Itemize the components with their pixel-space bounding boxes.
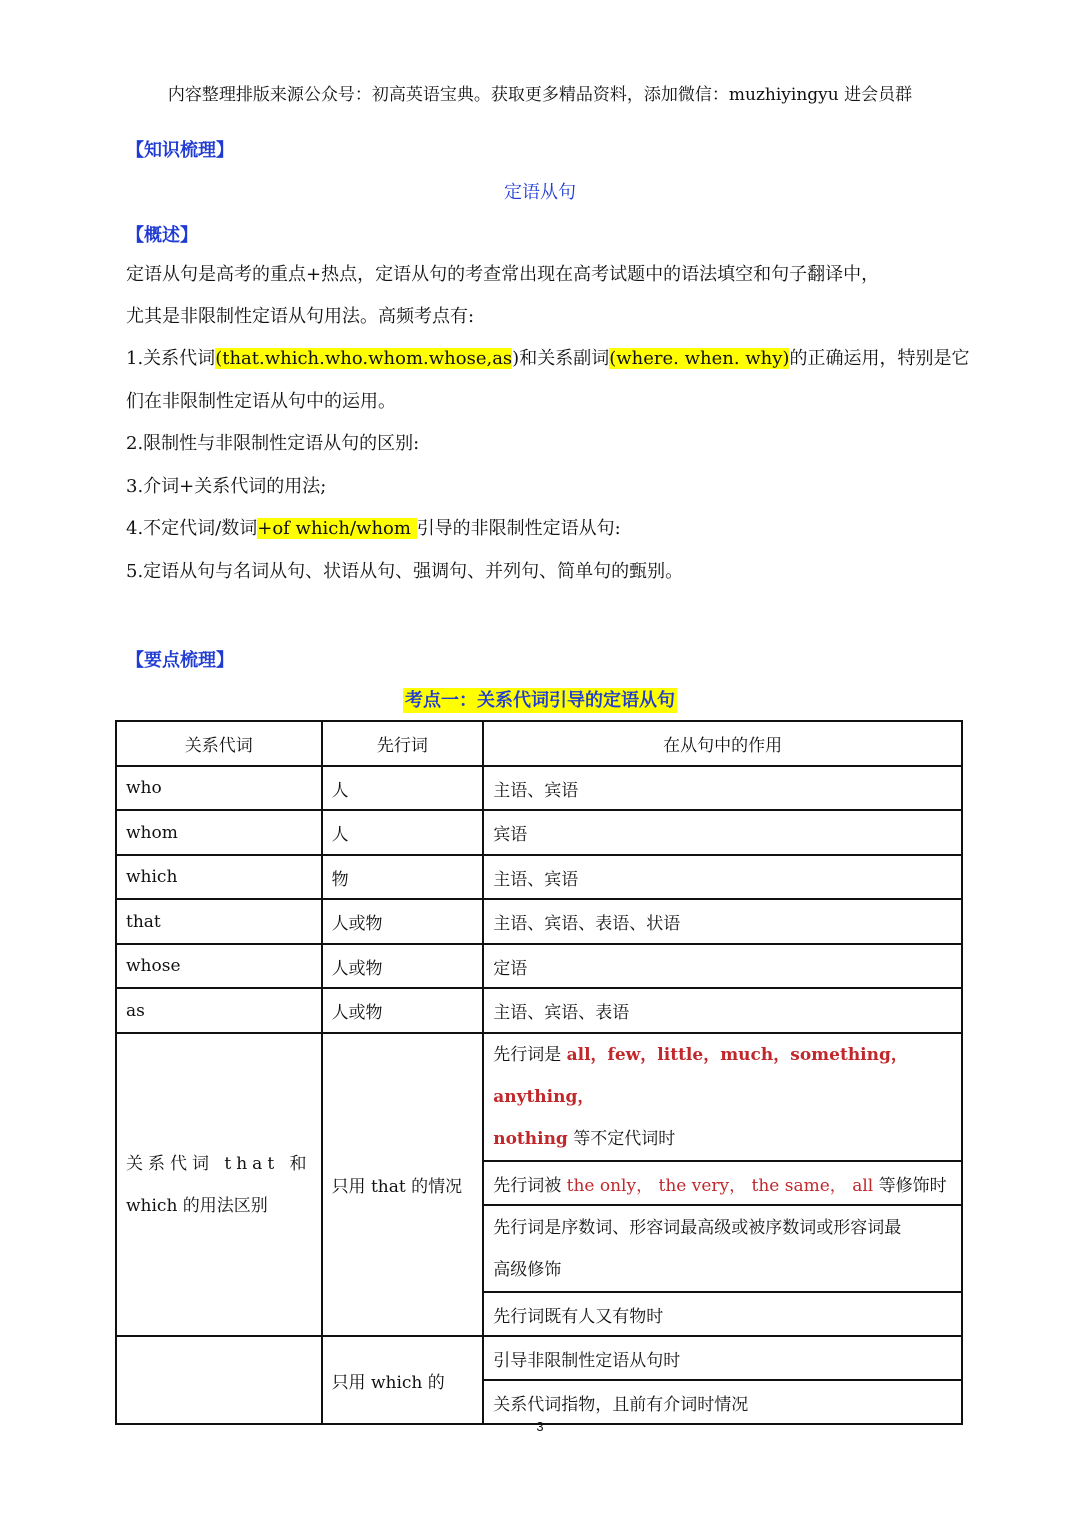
only-that-case-4: 先行词既有人又有物时 — [483, 1292, 962, 1336]
table-header-row — [116, 721, 962, 766]
only-that-case-2 — [483, 1161, 962, 1205]
cell-antecedent: 人或物 — [322, 988, 484, 1033]
cell-antecedent: 人 — [322, 810, 484, 855]
doc-title: 定语从句 — [504, 182, 576, 203]
header-antecedent: 先行词 — [322, 721, 484, 766]
header-pronoun: 关系代词 — [116, 721, 322, 766]
group-label-line-2: which 的用法区别 — [126, 1195, 268, 1216]
section-key-points: 【要点梳理】 — [126, 650, 234, 671]
point-4 — [126, 518, 621, 540]
only-that-label: 只用 that 的情况 — [322, 1033, 484, 1336]
only-that-case-1 — [483, 1033, 962, 1161]
cell-function: 主语、宾语、表语 — [483, 988, 962, 1033]
cell-function: 主语、宾语 — [483, 766, 962, 810]
empty-cell — [116, 1336, 322, 1424]
point-1-adverbs: (where. when. why) — [609, 348, 790, 369]
cell-pronoun: who — [116, 766, 322, 810]
point-3: 3.介词+关系代词的用法; — [126, 476, 327, 497]
case-2-words: the only， the very， the same， all — [566, 1175, 874, 1196]
table-row — [116, 1336, 962, 1380]
point-1 — [126, 348, 969, 370]
case-1-words: all，few，little，much，something，anything， — [493, 1045, 908, 1107]
section-overview: 【概述】 — [126, 225, 198, 246]
cell-function: 主语、宾语、表语、状语 — [483, 899, 962, 944]
cell-function: 定语 — [483, 944, 962, 988]
table-title: 考点一：关系代词引导的定语从句 — [405, 690, 675, 711]
table-row — [116, 1033, 962, 1161]
only-which-case-2: 关系代词指物，且前有介词时情况 — [483, 1380, 962, 1424]
page-header: 内容整理排版来源公众号：初高英语宝典。获取更多精品资料，添加微信：muzhiyingyu 进会员群 — [167, 85, 913, 105]
table-row — [116, 988, 962, 1033]
cell-antecedent: 人或物 — [322, 899, 484, 944]
group-label — [116, 1033, 322, 1336]
relative-pronoun-table — [115, 720, 963, 1425]
page-number: 3 — [536, 1419, 544, 1434]
section-knowledge: 【知识梳理】 — [126, 140, 234, 161]
only-which-case-1: 引导非限制性定语从句时 — [483, 1336, 962, 1380]
case-3-line-2: 高级修饰 — [493, 1259, 562, 1280]
only-which-label: 只用 which 的 — [322, 1336, 484, 1424]
point-1-cont: 们在非限制性定语从句中的运用。 — [126, 391, 396, 412]
point-2: 2.限制性与非限制性定语从句的区别: — [126, 433, 420, 454]
point-1-a: 1.关系代词 — [126, 348, 216, 369]
point-1-pronouns: (that.which.who.whom.whose,as — [215, 348, 513, 369]
table-title-wrap — [0, 686, 1080, 712]
point-4-c: 引导的非限制性定语从句: — [416, 518, 621, 539]
case-1-words-2: nothing — [493, 1129, 568, 1149]
cell-antecedent: 物 — [322, 855, 484, 899]
case-2-pre: 先行词被 — [493, 1175, 567, 1196]
cell-pronoun: whose — [116, 944, 322, 988]
point-1-e: 的正确运用，特别是它 — [789, 348, 970, 369]
cell-pronoun: as — [116, 988, 322, 1033]
only-that-case-3 — [483, 1205, 962, 1292]
cell-antecedent: 人 — [322, 766, 484, 810]
cell-function: 宾语 — [483, 810, 962, 855]
cell-antecedent: 人或物 — [322, 944, 484, 988]
point-5: 5.定语从句与名词从句、状语从句、强调句、并列句、简单句的甄别。 — [126, 561, 684, 582]
case-3-line-1: 先行词是序数词、形容词最高级或被序数词或形容词最 — [493, 1217, 902, 1238]
overview-line-1: 定语从句是高考的重点+热点，定语从句的考查常出现在高考试题中的语法填空和句子翻译中， — [126, 264, 880, 285]
case-1-post: 等不定代词时 — [567, 1129, 676, 1149]
header-function: 在从句中的作用 — [483, 721, 962, 766]
case-1-pre: 先行词是 — [493, 1045, 567, 1065]
cell-function: 主语、宾语 — [483, 855, 962, 899]
cell-pronoun: that — [116, 899, 322, 944]
point-1-c: )和关系副词 — [512, 348, 610, 369]
table-row — [116, 810, 962, 855]
case-2-post: 等修饰时 — [873, 1175, 947, 1196]
point-4-highlight: +of which/whom — [257, 518, 417, 539]
table-row — [116, 855, 962, 899]
overview-line-2: 尤其是非限制性定语从句用法。高频考点有: — [126, 306, 475, 327]
point-4-a: 4.不定代词/数词 — [126, 518, 258, 539]
group-label-line-1: 关系代词 that 和 — [126, 1153, 312, 1174]
cell-pronoun: which — [116, 855, 322, 899]
table-row — [116, 766, 962, 810]
cell-pronoun: whom — [116, 810, 322, 855]
table-row — [116, 944, 962, 988]
table-row — [116, 899, 962, 944]
